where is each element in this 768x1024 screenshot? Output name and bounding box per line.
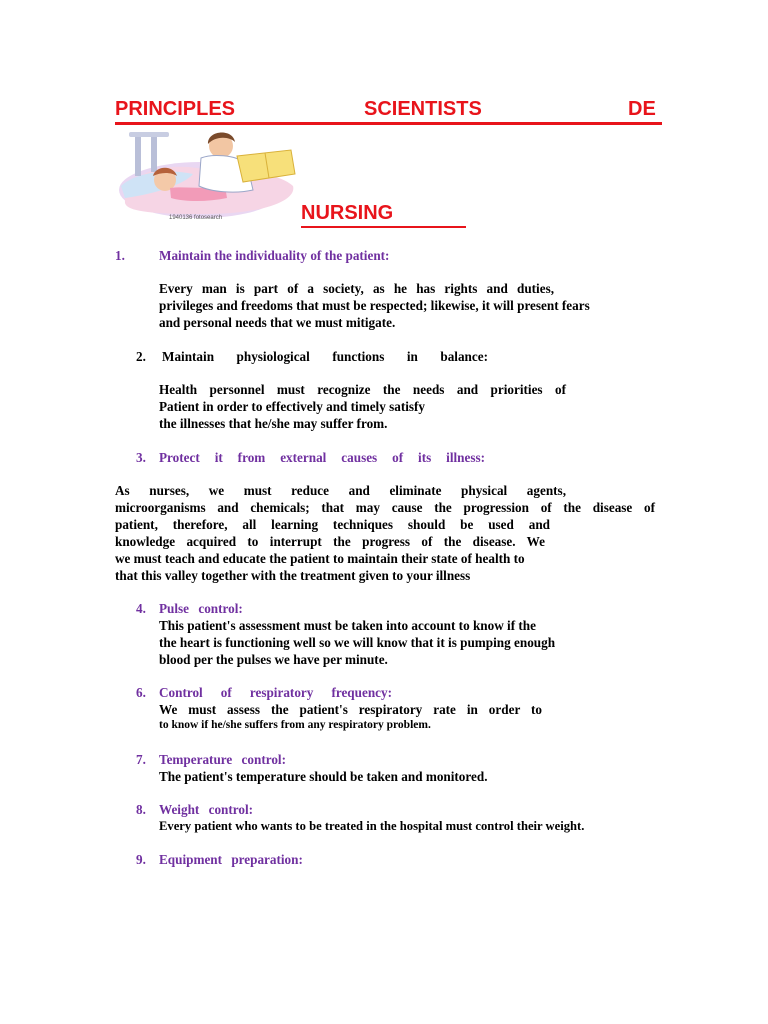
section-3-body-line: patient, therefore, all learning techniques should be used and <box>115 517 550 532</box>
section-1-body-line: privileges and freedoms that must be respected; likewise, it will present fears <box>159 298 590 313</box>
section-4-body-line: the heart is functioning well so we will know that it is pumping enough <box>159 635 556 650</box>
section-1-number: 1. <box>115 248 125 263</box>
title-underline <box>115 122 662 125</box>
document-title <box>115 98 662 122</box>
section-4-body-line: blood per the pulses we have per minute. <box>159 652 388 667</box>
section-6-number: 6. <box>136 685 146 700</box>
section-3-body-line: we must teach and educate the patient to maintain their state of health to <box>115 551 525 566</box>
section-6-body-line: We must assess the patient's respiratory rate in order to <box>159 702 542 717</box>
section-3-body-line: that this valley together with the treatment given to your illness <box>115 568 471 583</box>
section-8-heading: Weight control: <box>159 802 254 817</box>
section-4-body-line: This patient's assessment must be taken into account to know if the <box>159 618 536 633</box>
section-1-body-line: Every man is part of a society, as he has rights and duties, <box>159 281 554 296</box>
title-word-de: DE <box>628 98 656 120</box>
section-6-heading: Control of respiratory frequency: <box>159 685 392 700</box>
section-2-number: 2. <box>136 349 146 364</box>
title-word-principles: PRINCIPLES <box>115 98 236 120</box>
section-3-body-line: microorganisms and chemicals; that may cause the progression of the disease of <box>115 500 655 515</box>
section-2-heading: Maintain physiological functions in balance: <box>162 349 488 364</box>
section-2-body-line: the illnesses that he/she may suffer from. <box>159 416 388 431</box>
illustration-caption: 1940136 fotosearch <box>169 215 223 220</box>
section-7-heading: Temperature control: <box>159 752 286 767</box>
section-4-number: 4. <box>136 601 146 616</box>
section-9-number: 9. <box>136 852 146 867</box>
section-7-number: 7. <box>136 752 146 767</box>
section-3-number: 3. <box>136 450 146 465</box>
section-3-body-line: knowledge acquired to interrupt the progress of the disease. We <box>115 534 545 549</box>
document-title-second-line: NURSING <box>301 202 394 224</box>
nurse-patient-illustration <box>115 128 300 220</box>
section-8-body-line: Every patient who wants to be treated in the hospital must control their weight. <box>159 819 585 833</box>
section-3-heading: Protect it from external causes of its illness: <box>159 450 485 465</box>
section-7-body-line: The patient's temperature should be taken and monitored. <box>159 769 488 784</box>
section-1-body-line: and personal needs that we must mitigate. <box>159 315 396 330</box>
section-3-body-line: As nurses, we must reduce and eliminate physical agents, <box>115 483 566 498</box>
nursing-underline <box>301 226 466 228</box>
section-1-heading: Maintain the individuality of the patient: <box>159 248 390 263</box>
title-word-scientists: SCIENTISTS <box>364 98 482 120</box>
section-9-heading: Equipment preparation: <box>159 852 303 867</box>
section-6-body-line: to know if he/she suffers from any respiratory problem. <box>159 719 431 731</box>
section-2-body-line: Patient in order to effectively and timely satisfy <box>159 399 426 414</box>
section-8-number: 8. <box>136 802 146 817</box>
section-4-heading: Pulse control: <box>159 601 243 616</box>
section-2-body-line: Health personnel must recognize the needs and priorities of <box>159 382 566 397</box>
